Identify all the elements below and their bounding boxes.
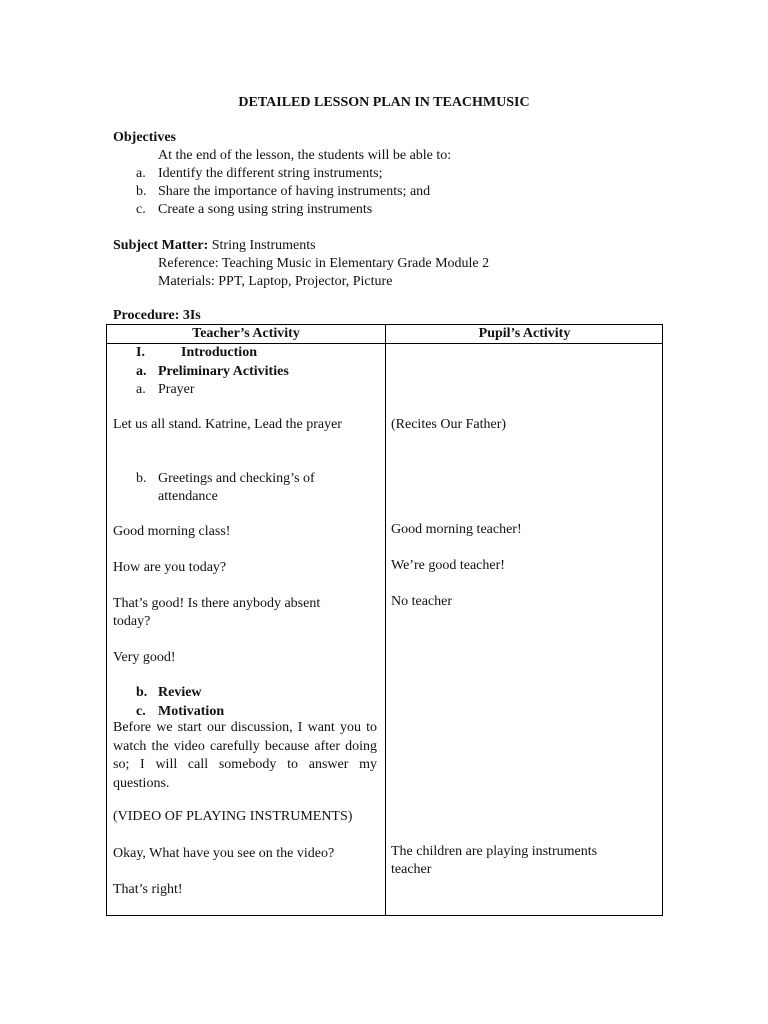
pupil-answer-line-1: The children are playing instruments (391, 844, 598, 859)
objective-marker-c: c. (136, 202, 146, 217)
objective-item-c: Create a song using string instruments (158, 202, 373, 217)
objective-item-b: Share the importance of having instruments; and (158, 184, 431, 199)
prayer-marker: a. (136, 382, 146, 397)
objective-marker-a: a. (136, 166, 146, 181)
activity-table (106, 324, 663, 916)
teacher-good-morning: Good morning class! (113, 524, 231, 539)
pupil-good-morning: Good morning teacher! (391, 522, 522, 537)
pupil-activity-header: Pupil’s Activity (478, 326, 571, 341)
teacher-absent-line-1: That’s good! Is there anybody absent (113, 596, 321, 611)
objectives-heading: Objectives (113, 130, 176, 145)
teacher-question: Okay, What have you see on the video? (113, 846, 335, 861)
subject-matter-line (113, 237, 316, 255)
subject-matter-label: Subject Matter: (113, 238, 209, 253)
greetings-line-1: Greetings and checking’s of (158, 471, 315, 486)
greetings-line-2: attendance (158, 489, 218, 504)
objectives-intro: At the end of the lesson, the students will be able to: (158, 148, 452, 163)
preliminary-marker: a. (136, 364, 147, 379)
motivation-heading: Motivation (158, 704, 225, 719)
motivation-marker: c. (136, 704, 146, 719)
review-heading: Review (158, 685, 202, 700)
materials-line: Materials: PPT, Laptop, Projector, Picture (158, 274, 393, 289)
subject-matter-value: String Instruments (211, 238, 316, 253)
document-title: DETAILED LESSON PLAN IN TEACHMUSIC (238, 95, 530, 110)
procedure-heading: Procedure: 3Is (113, 308, 201, 323)
pupil-absent-response: No teacher (391, 594, 453, 609)
reference-line: Reference: Teaching Music in Elementary Grade Module 2 (158, 256, 490, 271)
greetings-marker: b. (136, 471, 147, 486)
motivation-paragraph: Before we start our discussion, I want you to watch the video carefully because after doing so; I will call somebody to answer my questions. (113, 720, 377, 791)
video-line: (VIDEO OF PLAYING INSTRUMENTS) (113, 809, 353, 824)
pupil-answer-line-2: teacher (391, 862, 432, 877)
pupil-good-response: We’re good teacher! (391, 558, 505, 573)
prayer-instruction: Let us all stand. Katrine, Lead the prayer (113, 417, 342, 432)
table-column-divider (385, 325, 386, 915)
objective-marker-b: b. (136, 184, 147, 199)
review-marker: b. (136, 685, 148, 700)
objective-item-a: Identify the different string instruments; (158, 166, 383, 181)
pupil-prayer-response: (Recites Our Father) (391, 417, 507, 432)
preliminary-activities-heading: Preliminary Activities (158, 364, 289, 379)
teacher-how-are-you: How are you today? (113, 560, 227, 575)
prayer-label: Prayer (158, 382, 195, 397)
teacher-thats-right: That’s right! (113, 882, 183, 897)
teacher-activity-header: Teacher’s Activity (192, 326, 300, 341)
teacher-absent-line-2: today? (113, 614, 151, 629)
teacher-very-good: Very good! (113, 650, 176, 665)
introduction-heading: Introduction (181, 345, 257, 360)
introduction-marker: I. (136, 345, 145, 360)
